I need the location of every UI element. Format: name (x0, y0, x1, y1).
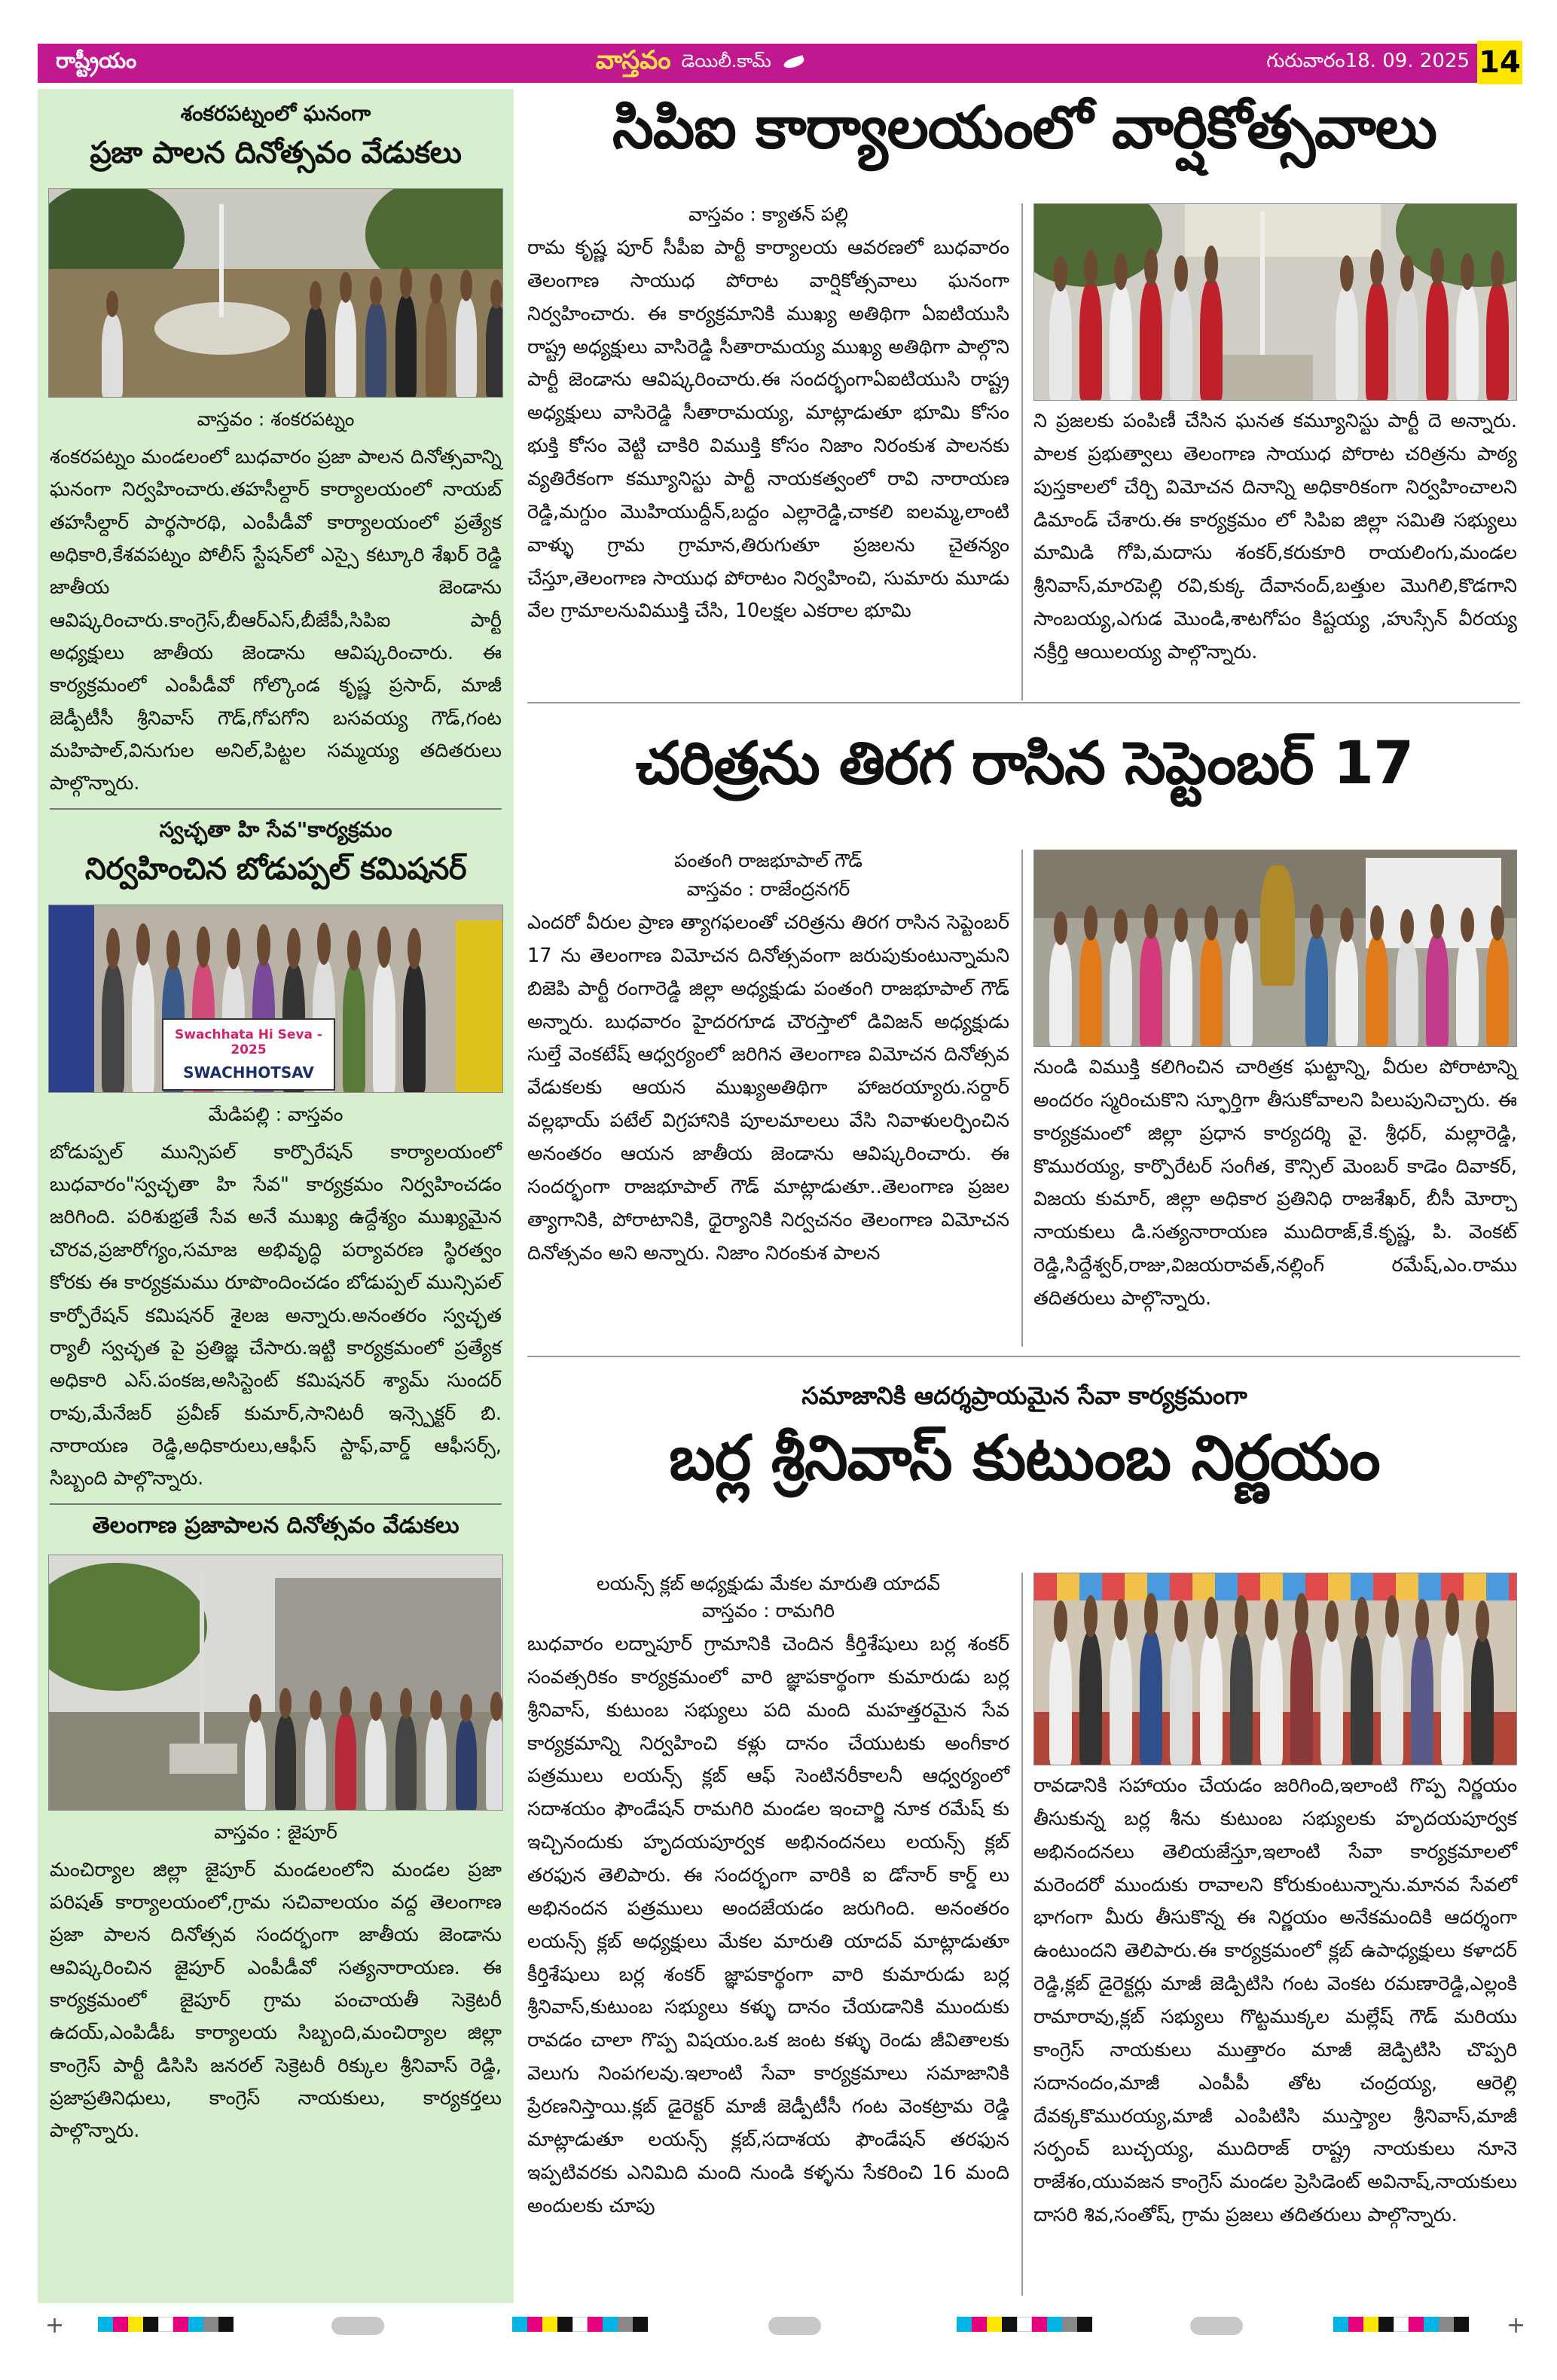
column-divider (1021, 850, 1023, 1347)
issue-date: గురువారం18. 09. 2025 (1266, 50, 1470, 72)
story-byline: లయన్స్ క్లబ్ అధ్యక్షుడు మేకల మారుతి యాదవ్ (597, 1573, 940, 1594)
swachhata-rally-photo (48, 905, 503, 1093)
column-divider (1021, 203, 1023, 700)
banner-subtitle: SWACHHOTSAV (183, 1063, 314, 1082)
color-bar (957, 2317, 1092, 2332)
story-body-right: నుండి విముక్తి కలిగించిన చారిత్రక ఘట్టాన్ని, వీరుల పోరాటాన్ని అందరం స్మరించుకొని స్ఫూర్తిగా తీసుకోవాలని పిలుపునిచ్చారు. ఈ కార్యక్రమంలో జిల్లా ప్రధాన కార్యదర్శి వై. శ్రీధర్, మల్లారెడ్డి, కొమురయ్య, కార్పొరేటర్ సంగీత, కౌన్సిల్ మెంబర్ కాడెం దివాకర్, విజయ కుమార్, జిల్లా అధికార ప్రతినిధి రాజశేఖర్, బీసీ మోర్చా నాయకులు డి.సత్యనారాయణ ముదిరాజ్,కే.కృష్ణ, పి. వెంకట్ రెడ్డి,సిద్దేశ్వర్,రాజు,విజయరావత్,నల్లింగ్ రమేష్,ఎం.రాము తదితరులు పాల్గొన్నారు. (1033, 1056, 1517, 1311)
main-story-cpi (527, 95, 1522, 163)
brand-logo (596, 45, 808, 81)
jaipur-flag-photo (48, 1555, 503, 1811)
masthead-bar (38, 44, 1521, 83)
color-bar (98, 2317, 234, 2332)
story-dateline: వాస్తవం : జైపూర్ (214, 1820, 337, 1843)
story-body: శంకరపట్నం మండలంలో బుధవారం ప్రజా పాలన దినోత్సవాన్ని ఘనంగా నిర్వహించారు.తహసీల్దార్ కార్యాలయంలో నాయబ్ తహసీల్దార్ పార్థసారథి, ఎంపీడీవో కార్యాలయంలో ప్రత్యేక అధికారి,కేశవపట్నం పోలీస్ స్టేషన్‌లో ఎస్సై కట్కూరి శేఖర్ రెడ్డి జాతీయ జెండాను ఆవిష్కరించారు.కాంగ్రెస్,బీఆర్ఎస్,బీజేపీ,సిపిఐ పార్టీ అధ్యక్షులు జాతీయ జెండాను ఆవిష్కరించారు. ఈ కార్యక్రమంలో ఎంపీడీవో గోల్కొండ కృష్ణ ప్రసాద్, మాజీ జెడ్పీటీసీ శ్రీనివాస్ గౌడ్,గోపగోని బసవయ్య గౌడ్,గంట మహిపాల్,వినుగుల అనిల్,పిట్టల సమ్మయ్య తదితరులు పాల్గొన్నారు. (50, 446, 502, 795)
color-bar (512, 2317, 648, 2332)
banner-title: Swachhata Hi Seva - 2025 (175, 1027, 322, 1057)
column-divider (1021, 1573, 1023, 2296)
story-headline: ప్రజా పాలన దినోత్సవం వేడుకలు (90, 136, 462, 170)
story-body-left: ఎందరో వీరుల ప్రాణ త్యాగఫలంతో చరిత్రను తిరగ రాసిన సెప్టెంబర్ 17 ను తెలంగాణ విమోచన దినోత్సవంగా జరుపుకుంటున్నామని బిజెపి పార్టీ రంగారెడ్డి జిల్లా అధ్యక్షుడు పంతంగి రాజభూపాల్ గౌడ్ అన్నారు. బుధవారం హైదరగూడ చౌరస్తాలో డివిజన్ అధ్యక్షుడు సుల్తే వెంకటేష్ ఆధ్వర్యంలో జరిగిన తెలంగాణ విమోచన దినోత్సవ వేడుకలకు ఆయన ముఖ్యఅతిథిగా హాజరయ్యారు.సర్దార్ వల్లభాయ్ పటేల్ విగ్రహానికి పూలమాలలు వేసి నివాళులర్పించిన అనంతరం ఆయన జాతీయ జెండాను ఆవిష్కరించారు. ఈ సందర్భంగా రాజభూపాల్ గౌడ్ మాట్లాడుతూ..తెలంగాణ ప్రజల త్యాగానికి, పోరాటానికి, ధైర్యానికి నిర్వచనం తెలంగాణ విమోచన దినోత్సవం అని అన్నారు. నిజాం నిరంకుశ పాలన (527, 911, 1009, 1265)
story-headline: చరిత్రను తిరగ రాసిన సెప్టెంబర్ 17 (635, 730, 1414, 798)
flag-hoisting-photo (48, 188, 503, 398)
story-headline: సిపిఐ కార్యాలయంలో వార్షికోత్సవాలు (612, 94, 1437, 162)
story-dateline: వాస్తవం : క్యాతన్ పల్లి (688, 203, 848, 225)
story-kicker: సమాజానికి ఆదర్శప్రాయమైన సేవా కార్యక్రమంగా (801, 1381, 1247, 1410)
section-divider (527, 1356, 1520, 1357)
register-pill (768, 2317, 821, 2335)
divider (50, 808, 502, 810)
story-dateline: మేడిపల్లి : వాస్తవం (208, 1103, 343, 1125)
story-body-left: రామ కృష్ణ పూర్ సీపీఐ పార్టీ కార్యాలయ ఆవరణలో బుధవారం తెలంగాణ సాయుధ పోరాట వార్షికోత్సవాలు ఘనంగా నిర్వహించారు. ఈ కార్యక్రమానికి ముఖ్య అతిథిగా ఏఐటియుసి రాష్ట్ర అధ్యక్షులు వాసిరెడ్డి సీతారామయ్య ముఖ్య అతిథిగా పాల్గొని పార్టీ జెండాను ఆవిష్కరించారు.ఈ సందర్భంగాఏఐటియుసి రాష్ట్ర అధ్యక్షులు వాసిరెడ్డి సీతారామయ్య, మాట్లాడుతూ భూమి కోసం భుక్తి కోసం వెట్టి చాకిరి విముక్తి కోసం నిజాం నిరంకుశ పాలనకు వ్యతిరేకంగా కమ్యూనిస్టు పార్టీ నాయకత్వంలో రావి నారాయణ రెడ్డి,మగ్దుం మొహియుద్దీన్,బద్దం ఎల్లారెడ్డి,చాకలి ఐలమ్మ,లాంటి వాళ్ళు గ్రామ గ్రామాన,తిరుగుతూ ప్రజలను చైతన్యం చేస్తూ,తెలంగాణ సాయుధ పోరాటం నిర్వహించి, సుమారు మూడు వేల గ్రామాలనువిముక్తి చేసి, 10లక్షల ఎకరాల భూమి (527, 236, 1009, 623)
left-sidebar (38, 89, 514, 2303)
story-byline: పంతంగి రాజభూపాల్ గౌడ్ (674, 850, 862, 871)
bird-icon (782, 53, 808, 73)
main-story-september17 (527, 731, 1522, 798)
register-pill (1190, 2317, 1243, 2335)
main-story-eye-donation (527, 1423, 1522, 1494)
section-divider (527, 702, 1520, 703)
brand-sub: డెయిలీ.కామ్ (681, 50, 771, 72)
registration-cross-icon: + (45, 2312, 65, 2339)
story-headline: తెలంగాణ ప్రజాపాలన దినోత్సవం వేడుకలు (92, 1512, 459, 1539)
story-dateline: వాస్తవం : రామగిరి (701, 1600, 835, 1622)
story-kicker: శంకరపట్నంలో ఘనంగా (180, 101, 371, 126)
register-pill (331, 2317, 384, 2335)
story-body: బోడుప్పల్ మున్సిపల్ కార్పొరేషన్ కార్యాలయంలో బుధవారం"స్వచ్ఛతా హి సేవ" కార్యక్రమం నిర్వహించడం జరిగింది. పరిశుభ్రతే సేవ అనే ముఖ్య ఉద్దేశ్యం ముఖ్యమైన చొరవ,ప్రజారోగ్యం,సమాజ అభివృద్ధి పర్యావరణ స్థిరత్వం కోరకు ఈ కార్యక్రమము రూపొందించడం బోడుప్పల్ మున్సిపల్ కార్పోరేషన్ కమిషనర్ శైలజ అన్నారు.అనంతరం స్వచ్ఛత ర్యాలీ స్వచ్ఛత పై ప్రతిజ్ఞ చేసారు.ఇట్టి కార్యక్రమంలో ప్రత్యేక అధికారి ఎస్.పంకజ,అసిస్టెంట్ కమిషనర్ శ్యామ్ సుందర్ రావు,మేనేజర్ ప్రవీణ్ కుమార్,సానిటరీ ఇన్స్పెక్టర్ బి. నారాయణ రెడ్డి,అధికారులు,ఆఫీస్ స్టాఫ్,వార్డ్ ఆఫీసర్స్, సిబ్బంది పాల్గొన్నారు. (50, 1140, 502, 1491)
story-dateline: వాస్తవం : శంకరపట్నం (197, 408, 355, 430)
page-number: 14 (1477, 41, 1522, 84)
story-body-right: రావడానికి సహాయం చేయడం జరిగింది,ఇలాంటి గొప్ప నిర్ణయం తీసుకున్న బర్ల శీను కుటుంబ సభ్యులకు హృదయపూర్వక అభినందనలు తెలియజేస్తూ,ఇలాంటి సేవా కార్యక్రమాలలో మరెందరో ముందుకు రావాలని కోరుకుంటున్నాను.మానవ సేవలో భాగంగా మీరు తీసుకొన్న ఈ నిర్ణయం అనేకమందికి ఆదర్శంగా ఉంటుందని తెలిపారు.ఈ కార్యక్రమంలో క్లబ్ ఉపాధ్యక్షులు కళాదర్ రెడ్డి,క్లబ్ డైరెక్టర్లు మాజీ జెడ్పిటిసి గంట వెంకట రమణారెడ్డి,ఎల్లంకి రామారావు,క్లబ్ సభ్యులు గొట్టముక్కల మల్లేష్ గౌడ్ మరియు కాంగ్రెస్ నాయకులు ముత్తారం మాజీ జెడ్పిటిసి చొప్పరి సదానందం,మాజీ ఎంపీపీ తోట చంద్రయ్య, ఆరెల్లి దేవక్కకొమురయ్య,మాజీ ఎంపిటిసి ముస్త్యాల శ్రీనివాస్,మాజీ సర్పంచ్ బుచ్చయ్య, ముదిరాజ్ రాష్ట్ర నాయకులు నూనె రాజేశం,యువజన కాంగ్రెస్ మండల ప్రెసిడెంట్ అవినాష్,నాయకులు దాసరి శివ,సంతోష్, గ్రామ ప్రజలు తదితరులు పాల్గొన్నారు. (1033, 1774, 1517, 2227)
divider (50, 1503, 502, 1505)
story-body-left: బుధవారం లద్నాపూర్ గ్రామానికి చెందిన కీర్తిశేషులు బర్ల శంకర్ సంవత్సరికం కార్యక్రమంలో వారి జ్ఞాపకార్థంగా కుమారుడు బర్ల శ్రీనివాస్, కుటుంబ సభ్యులు పది మంది మహత్తరమైన సేవ కార్యక్రమాన్ని నిర్వహించి కళ్లు దానం చేయుటకు అంగీకార పత్రములు లయన్స్ క్లబ్ ఆఫ్ సెంటినరీకాలనీ ఆధ్వర్యంలో సదాశయం ఫౌండేషన్ రామగిరి మండల ఇంచార్జి నూక రమేష్ కు ఇచ్చినందుకు హృదయపూర్వక అభినందనలు లయన్స్ క్లబ్ తరఫున తెలిపారు. ఈ సందర్భంగా వారికి ఐ డోనార్ కార్డ్ లు అభినందన పత్రములు అందజేయడం జరుగింది. అనంతరం లయన్స్ క్లబ్ అధ్యక్షులు మేకల మారుతి యాదవ్ మాట్లాడుతూ కీర్తిశేషులు బర్ల శంకర్ జ్ఞాపకార్థంగా వారి కుమారుడు బర్ల శ్రీనివాస్,కుటుంబ సభ్యులు కళ్ళు దానం చేయడానికి ముందుకు రావడం చాలా గొప్ప విషయం.ఒక జంట కళ్ళు రెండు జీవితాలకు వెలుగు నింపగలవు.ఇలాంటి సేవా కార్యక్రమాలు సమాజానికి ప్రేరణనిస్తాయి.క్లబ్ డైరెక్టర్ మాజీ జెడ్పీటీసీ గంట వెంకట్రామ రెడ్డి మాట్లాడుతూ లయన్స్ క్లబ్,సదాశయ ఫౌండేషన్ తరఫున ఇప్పటివరకు ఎనిమిది మంది నుండి కళ్ళను సేకరించి 16 మంది అందులకు చూపు (527, 1633, 1009, 2217)
story-body-right: ని ప్రజలకు పంపిణీ చేసిన ఘనత కమ్యూనిస్టు పార్టీ దె అన్నారు. పాలక ప్రభుత్వాలు తెలంగాణ సాయుధ పోరాట చరిత్రను పాఠ్య పుస్తకాలలో చేర్చి విమోచన దినాన్ని అధికారికంగా నిర్వహించాలని డిమాండ్ చేశారు.ఈ కార్యక్రమం లో సిపిఐ జిల్లా సమితి సభ్యులు మామిడి గోపి,మదాసు శంకర్,కరుకూరి రాయలింగు,మండల శ్రీనివాస్,మారపెల్లి రవి,కుక్క దేవానంద్,బత్తుల మొగిలి,కొడగాని సాంబయ్య,ఎగుడ మొండి,శాటగోపం కిష్టయ్య ,హుస్సేన్ వీరయ్య నక్రీర్తి ఆయిలయ్య పాల్గొన్నారు. (1033, 410, 1517, 664)
section-label: రాష్ట్రీయం (56, 48, 137, 73)
story-body: మంచిర్యాల జిల్లా జైపూర్ మండలంలోని మండల ప్రజా పరిషత్ కార్యాలయంలో,గ్రామ సచివాలయం వద్ద తెలంగాణ ప్రజా పాలన దినోత్సవ సందర్భంగా జాతీయ జెండాను ఆవిష్కరించిన జైపూర్ ఎంపీడీవో సత్యనారాయణ. ఈ కార్యక్రమంలో జైపూర్ గ్రామ పంచాయతీ సెక్రెటరీ ఉదయ్,ఎంపిడీఓ కార్యాలయ సిబ్బంది,మంచిర్యాల జిల్లా కాంగ్రెస్ పార్టీ డిసిసి జనరల్ సెక్రెటరీ రిక్కుల శ్రీనివాస్ రెడ్డి, ప్రజాప్రతినిధులు, కాంగ్రెస్ నాయకులు, కార్యకర్తలు పాల్గొన్నారు. (50, 1858, 502, 2143)
story-dateline: వాస్తవం : రాజేంద్రనగర్ (686, 878, 850, 900)
registration-cross-icon: + (1507, 2312, 1526, 2339)
story-headline: నిర్వహించిన బోడుప్పల్ కమిషనర్ (84, 851, 467, 886)
cpi-flag-photo (1033, 203, 1517, 401)
story-headline: బర్ల శ్రీనివాస్ కుటుంబ నిర్ణయం (669, 1423, 1380, 1494)
story-kicker: స్వచ్ఛతా హి సేవ"కార్యక్రమం (159, 816, 392, 842)
color-bar (1333, 2317, 1469, 2332)
eye-donation-photo (1033, 1573, 1517, 1765)
patel-statue-photo (1033, 850, 1517, 1047)
brand-name: వాస్తవం (595, 45, 671, 75)
